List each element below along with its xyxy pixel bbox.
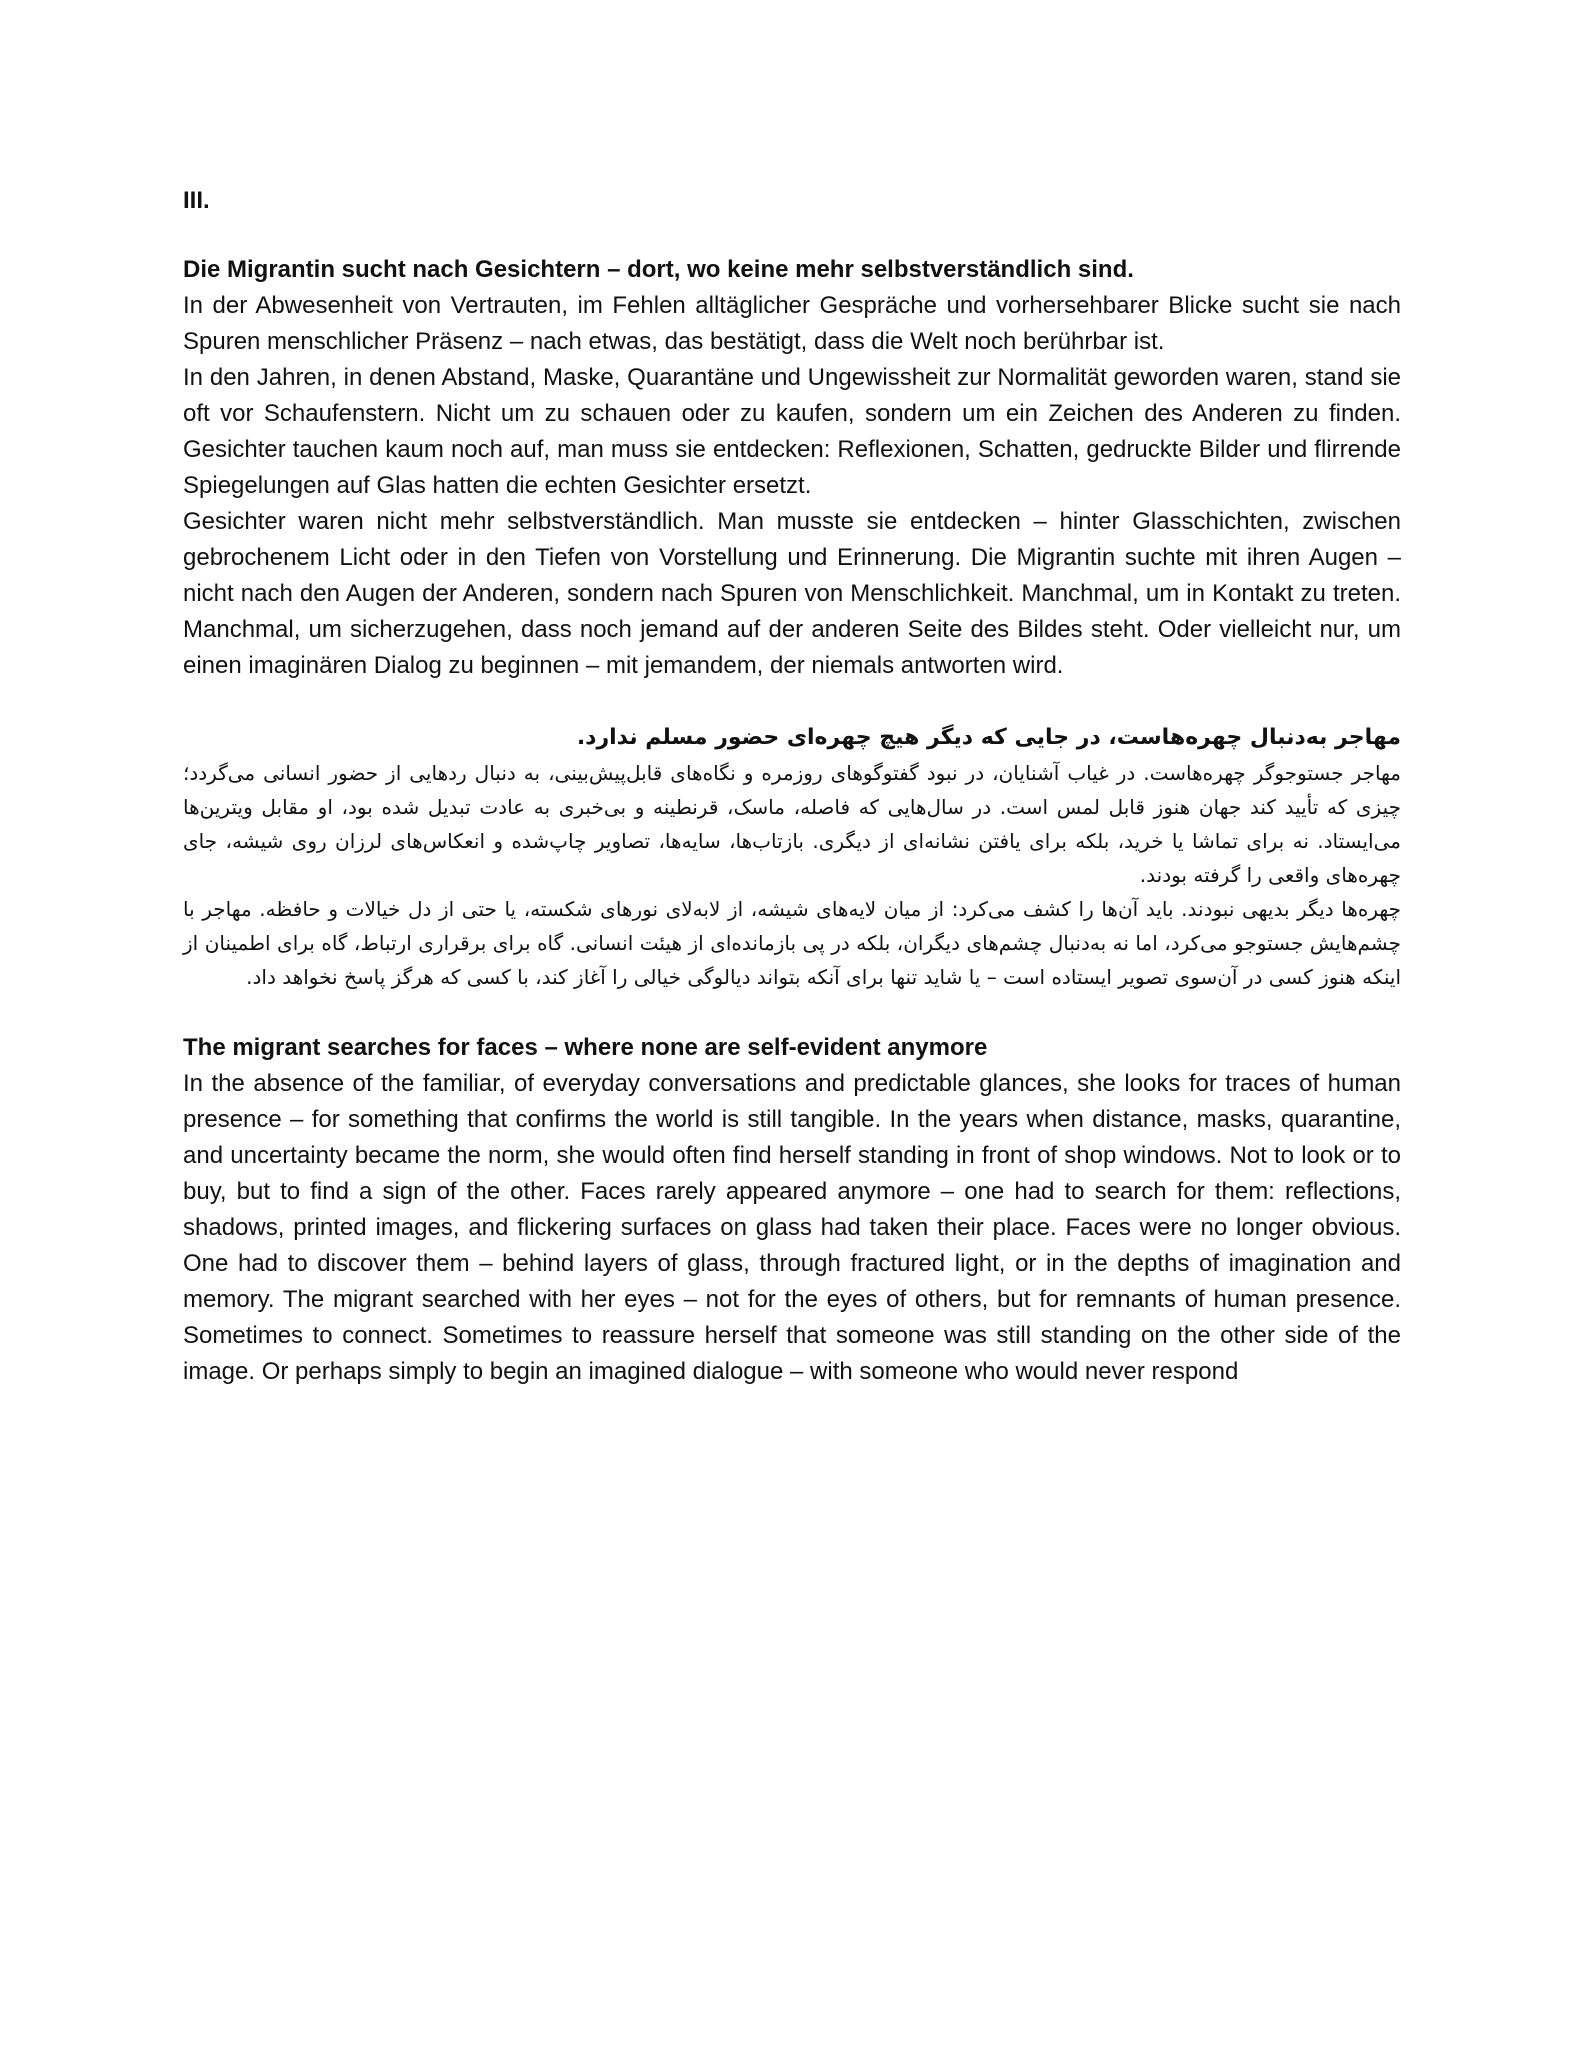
section-number: III.	[183, 187, 210, 214]
english-heading: The migrant searches for faces – where none are self-evident anymore	[183, 1034, 988, 1061]
persian-paragraph: چهره‌ها دیگر بدیهی نبودند. باید آن‌ها را کشف می‌کرد: از میان لایه‌های شیشه، از لابه‌لای نورهای شکسته، یا حتی از دل خیالات و حافظه. مهاجر با چشم‌هایش جستوجو می‌کرد، اما نه به‌دنبال چشم‌های دیگران، بلکه در پی بازمانده‌ای از هیئت انسانی. گاه برای برقراری ارتباط، گاه برای اطمینان از اینکه هنوز کسی در آن‌سوی تصویر ایستاده است – یا شاید تنها برای آنکه بتواند دیالوگی خیالی را آغاز کند، با کسی که هرگز پاسخ نخواهد داد.	[183, 897, 1401, 989]
german-paragraph: Gesichter waren nicht mehr selbstverständlich. Man musste sie entdecken – hinter Glasschichten, zwischen gebrochenem Licht oder in den Tiefen von Vorstellung und Erinnerung. Die Migrantin suchte mit ihren Augen – nicht nach den Augen der Anderen, sondern nach Spuren von Menschlichkeit. Manchmal, um in Kontakt zu treten. Manchmal, um sicherzugehen, dass noch jemand auf der anderen Seite des Bildes steht. Oder vielleicht nur, um einen imaginären Dialog zu beginnen – mit jemandem, der niemals antworten wird.	[183, 508, 1401, 679]
german-paragraph: In der Abwesenheit von Vertrauten, im Fehlen alltäglicher Gespräche und vorhersehbarer Blicke sucht sie nach Spuren menschlicher Präsenz – nach etwas, das bestätigt, dass die Welt noch berührbar ist.	[183, 292, 1401, 355]
persian-section	[183, 720, 1401, 994]
persian-paragraph: مهاجر جستوجوگر چهره‌هاست. در غیاب آشنایان، در نبود گفتوگوهای روزمره و نگاه‌های قابل‌پیش‌بینی، به دنبال ردهایی از حضور انسانی می‌گردد؛ چیزی که تأیید کند جهان هنوز قابل لمس است. در سال‌هایی که فاصله، ماسک، قرنطینه و بی‌خبری به عادت تبدیل شده بود، او مقابل ویترین‌ها می‌ایستاد. نه برای تماشا یا خرید، بلکه برای یافتن نشانه‌ای از دیگری. بازتاب‌ها، سایه‌ها، تصاویر چاپ‌شده و انعکاس‌های لرزان روی شیشه، جای چهره‌های واقعی را گرفته بودند.	[183, 761, 1401, 887]
german-section	[183, 252, 1401, 684]
german-paragraph: In den Jahren, in denen Abstand, Maske, Quarantäne und Ungewissheit zur Normalität geworden waren, stand sie oft vor Schaufenstern. Nicht um zu schauen oder zu kaufen, sondern um ein Zeichen des Anderen zu finden. Gesichter tauchen kaum noch auf, man muss sie entdecken: Reflexionen, Schatten, gedruckte Bilder und flirrende Spiegelungen auf Glas hatten die echten Gesichter ersetzt.	[183, 364, 1401, 499]
english-section	[183, 1030, 1401, 1390]
english-paragraph: In the absence of the familiar, of everyday conversations and predictable glances, she looks for traces of human presence – for something that confirms the world is still tangible. In the years when distance, masks, quarantine, and uncertainty became the norm, she would often find herself standing in front of shop windows. Not to look or to buy, but to find a sign of the other. Faces rarely appeared anymore – one had to search for them: reflections, shadows, printed images, and flickering surfaces on glass had taken their place. Faces were no longer obvious. One had to discover them – behind layers of glass, through fractured light, or in the depths of imagination and memory. The migrant searched with her eyes – not for the eyes of others, but for remnants of human presence. Sometimes to connect. Sometimes to reassure herself that someone was still standing on the other side of the image. Or perhaps simply to begin an imagined dialogue – with someone who would never respond	[183, 1070, 1401, 1385]
german-heading: Die Migrantin sucht nach Gesichtern – dort, wo keine mehr selbstverständlich sind.	[183, 256, 1134, 283]
document-page	[183, 186, 1401, 1426]
persian-heading: مهاجر به‌دنبال چهره‌هاست، در جایی که دیگر هیچ چهره‌ای حضور مسلم ندارد.	[576, 725, 1401, 750]
